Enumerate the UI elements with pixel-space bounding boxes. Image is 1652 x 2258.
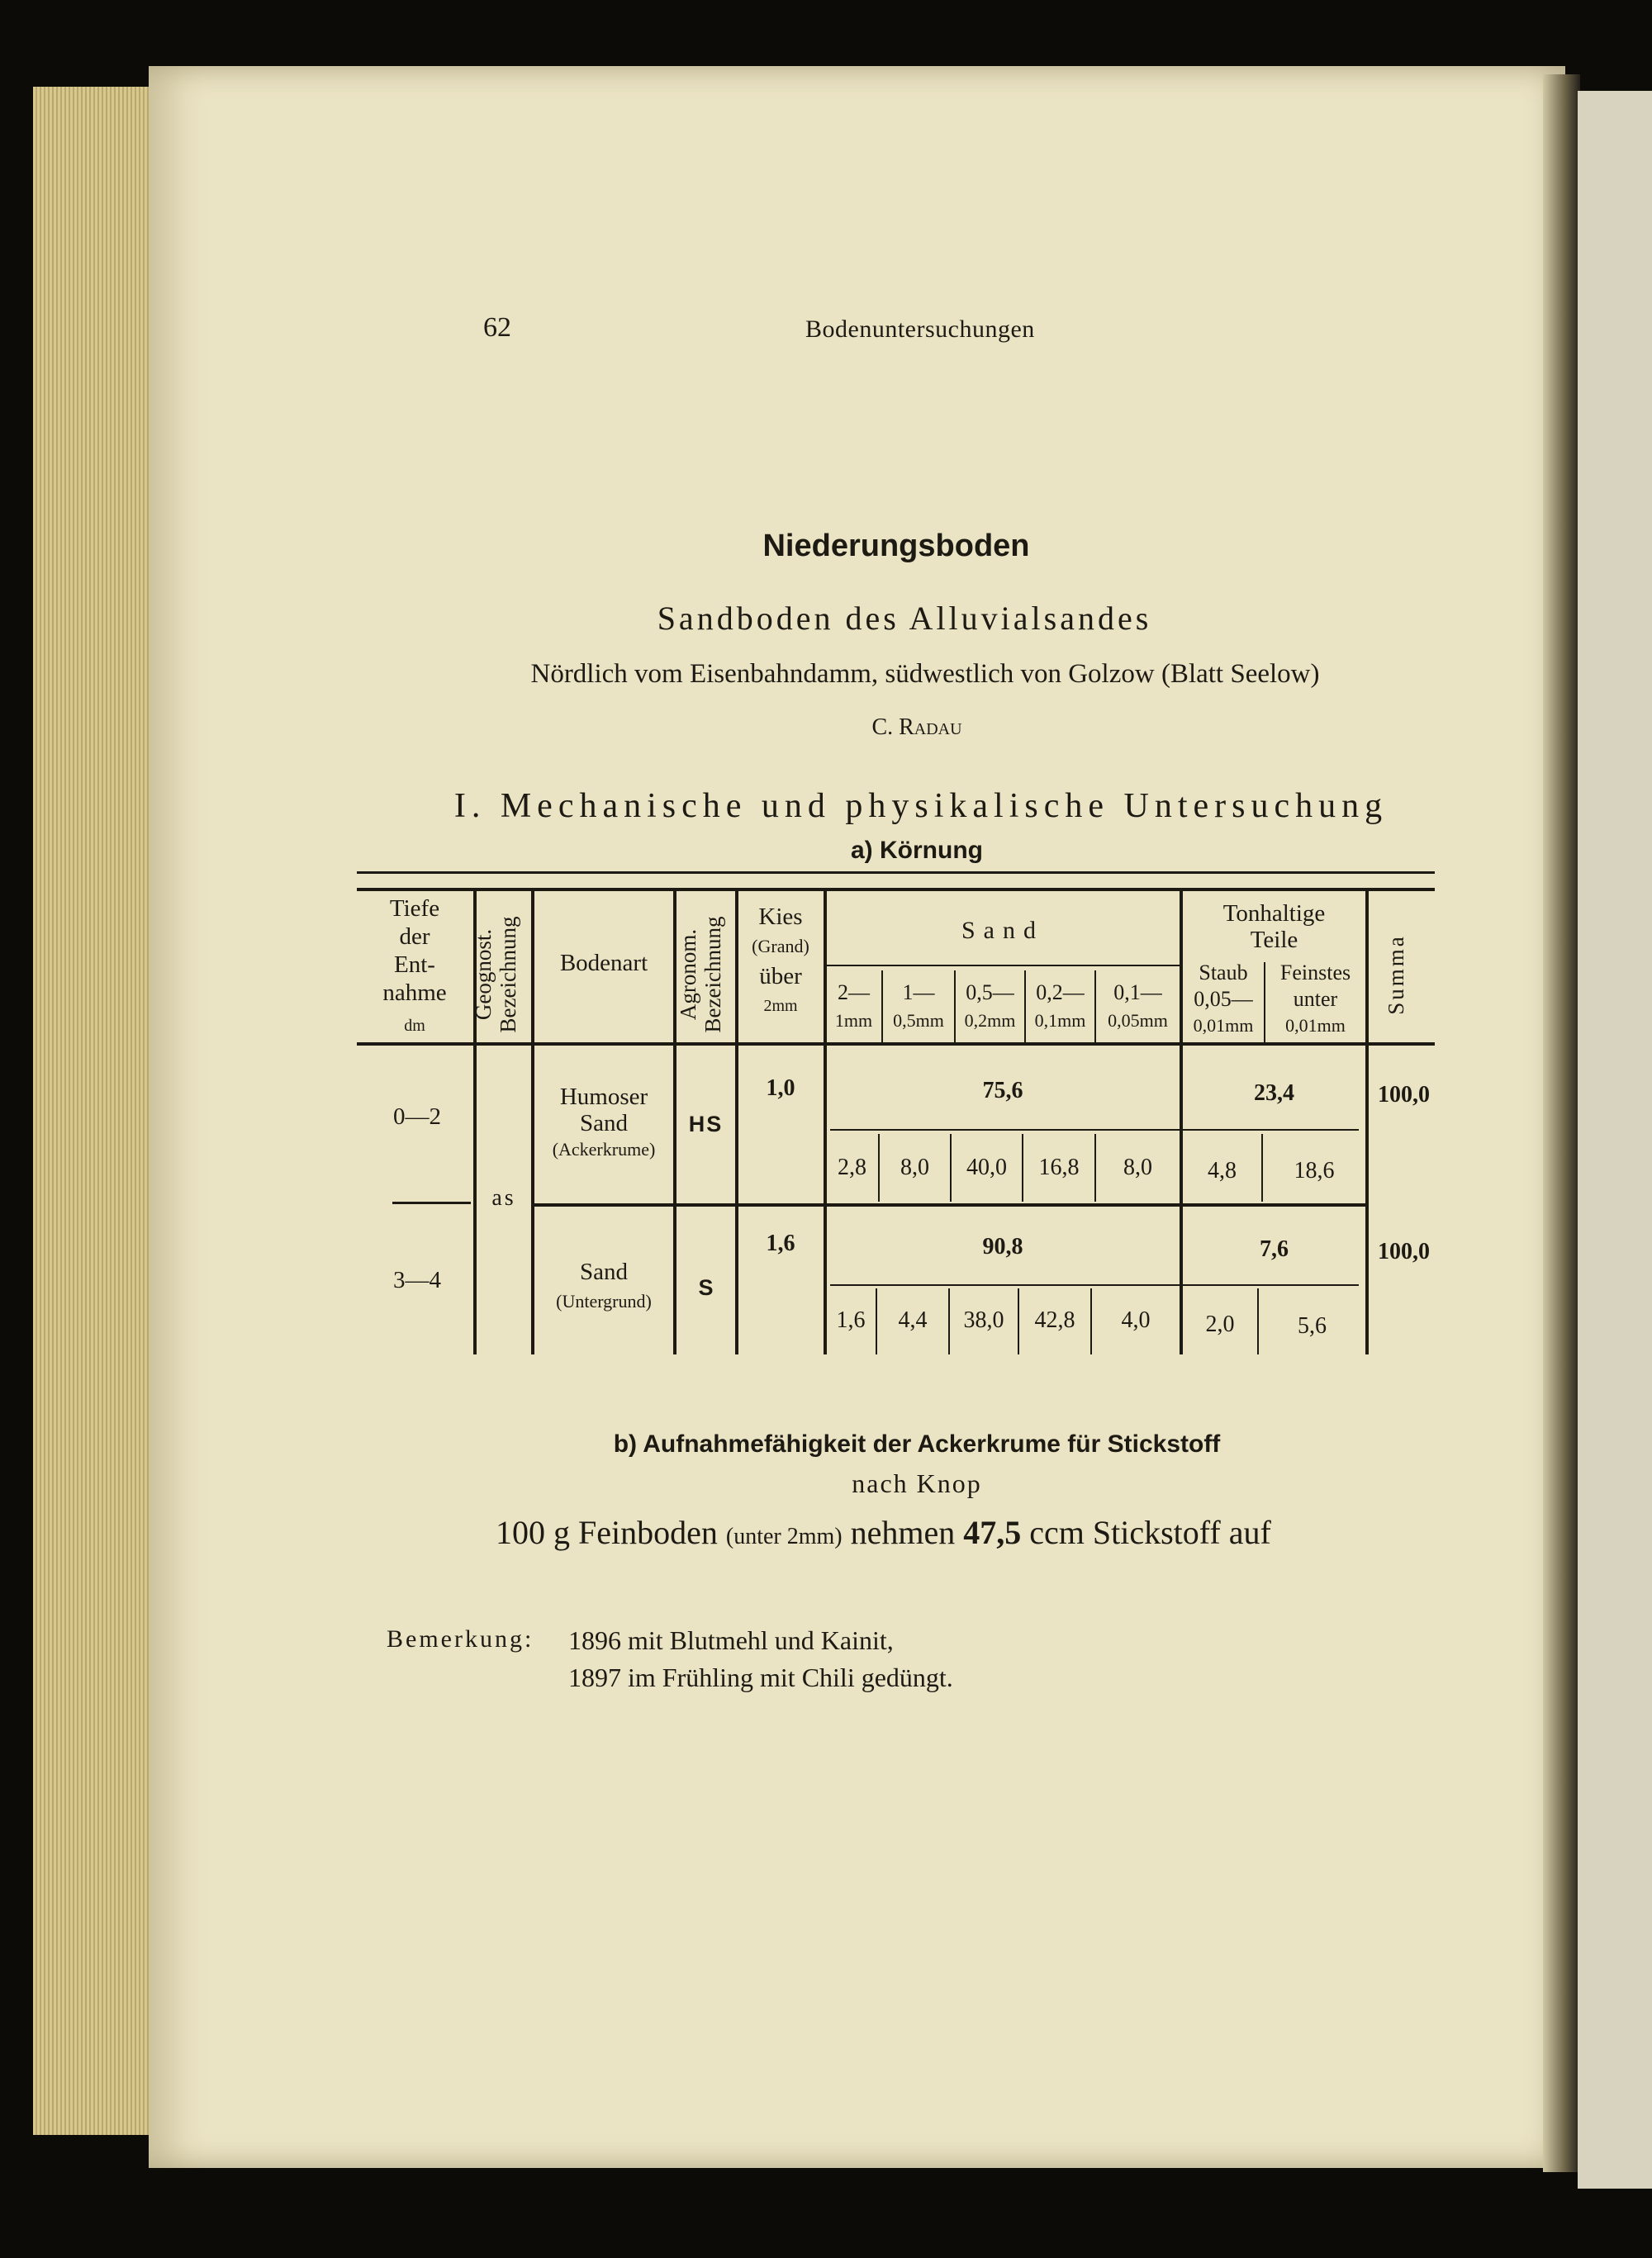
row2-tiefe: 3—4 — [393, 1267, 441, 1293]
table-top-rule-2 — [357, 888, 1435, 891]
nitrogen-statement — [496, 1513, 1271, 1552]
sand-fraction-4: 0,2— 0,1mm — [1034, 980, 1086, 1031]
row2-sand-3: 38,0 — [963, 1307, 1004, 1333]
row1-tiefe: 0—2 — [393, 1103, 441, 1130]
header-tiefe: Tiefe der Ent- nahme dm — [382, 895, 447, 1035]
row-separator-left — [392, 1202, 471, 1204]
row2-bodenart: Sand (Untergrund) — [556, 1259, 652, 1312]
row2-kies: 1,6 — [766, 1231, 795, 1256]
book-page — [149, 66, 1565, 2168]
header-tonhaltige: Tonhaltige Teile — [1222, 900, 1326, 953]
row2-ton-2: 5,6 — [1298, 1313, 1327, 1339]
main-title: Niederungsboden — [762, 529, 1030, 563]
location-line: Nördlich vom Eisenbahndamm, südwestlich von Golzow (Blatt Seelow) — [530, 659, 1320, 689]
subsection-b-heading: b) Aufnahmefähigkeit der Ackerkrume für Stickstoff — [613, 1430, 1221, 1458]
row1-ton-1: 4,8 — [1208, 1158, 1237, 1184]
header-summa: Summa — [1384, 934, 1408, 1015]
row2-sand-total: 90,8 — [982, 1234, 1023, 1259]
vline-5 — [824, 888, 827, 1354]
header-sand: Sand — [961, 917, 1044, 944]
header-agronom: Agronom. Bezeichnung — [676, 916, 725, 1033]
row1-sand-5: 8,0 — [1123, 1155, 1152, 1180]
running-title: Bodenuntersuchungen — [805, 315, 1035, 343]
statement-part-1: 100 g Feinboden — [496, 1514, 718, 1551]
row1-agronom: HS — [688, 1112, 724, 1136]
header-feinstes: Feinstes unter 0,01mm — [1279, 961, 1351, 1036]
row1-inner-rule — [830, 1129, 1359, 1131]
page-number: 62 — [483, 312, 511, 343]
row1-sand-2: 8,0 — [900, 1155, 929, 1180]
row2-sand-2: 4,4 — [898, 1307, 928, 1333]
facing-page-edge — [1578, 91, 1652, 2189]
row1-sand-3: 40,0 — [966, 1155, 1007, 1180]
row1-ton-total: 23,4 — [1254, 1080, 1294, 1106]
remark-label: Bemerkung: — [387, 1625, 534, 1653]
geognost-value: as — [491, 1185, 516, 1211]
subsection-a-heading: a) Körnung — [851, 837, 983, 864]
vline-7 — [1365, 888, 1369, 1354]
row1-ton-2: 18,6 — [1294, 1158, 1335, 1184]
row2-summa: 100,0 — [1378, 1239, 1430, 1264]
sand-fraction-3: 0,5— 0,2mm — [964, 980, 1016, 1031]
section-heading: I. Mechanische und physikalische Untersuchung — [453, 787, 1389, 825]
statement-part-2: (unter 2mm) — [725, 1524, 843, 1549]
sand-fraction-5: 0,1— 0,05mm — [1108, 980, 1168, 1031]
table-top-rule — [357, 871, 1435, 874]
row1-kies: 1,0 — [766, 1075, 795, 1101]
header-staub: Staub 0,05— 0,01mm — [1193, 961, 1254, 1036]
statement-value: 47,5 — [963, 1514, 1022, 1551]
subtitle: Sandboden des Alluvialsandes — [657, 600, 1152, 637]
row1-sand-4: 16,8 — [1038, 1155, 1080, 1180]
author: C. Radau — [871, 714, 962, 740]
row2-inner-rule — [830, 1284, 1359, 1286]
row1-bodenart: Humoser Sand (Ackerkrume) — [552, 1084, 656, 1160]
header-kies: Kies (Grand) über 2mm — [752, 904, 809, 1015]
row2-agronom: S — [698, 1275, 714, 1300]
remark-line-1: 1896 mit Blutmehl und Kainit, — [568, 1625, 894, 1655]
row1-summa: 100,0 — [1378, 1082, 1430, 1108]
row2-ton-total: 7,6 — [1260, 1236, 1289, 1262]
book-gutter — [1543, 74, 1580, 2172]
header-geognost: Geognost. Bezeichnung — [471, 916, 520, 1033]
row1-sand-total: 75,6 — [982, 1078, 1023, 1103]
sand-fraction-2: 1— 0,5mm — [893, 980, 944, 1031]
row-separator — [534, 1203, 1369, 1207]
row2-sand-5: 4,0 — [1121, 1307, 1151, 1333]
sand-fraction-1: 2— 1mm — [834, 980, 873, 1031]
row2-ton-1: 2,0 — [1205, 1312, 1235, 1337]
statement-part-3: nehmen — [850, 1514, 956, 1551]
row1-sand-1: 2,8 — [838, 1155, 866, 1180]
statement-part-4: ccm Stickstoff auf — [1029, 1514, 1271, 1551]
row2-sand-4: 42,8 — [1034, 1307, 1075, 1333]
row2-sand-1: 1,6 — [836, 1307, 866, 1333]
remark-line-2: 1897 im Frühling mit Chili gedüngt. — [568, 1663, 953, 1692]
method-line: nach Knop — [852, 1468, 982, 1498]
sand-subrule — [826, 965, 1180, 966]
header-bodenart: Bodenart — [559, 950, 648, 976]
